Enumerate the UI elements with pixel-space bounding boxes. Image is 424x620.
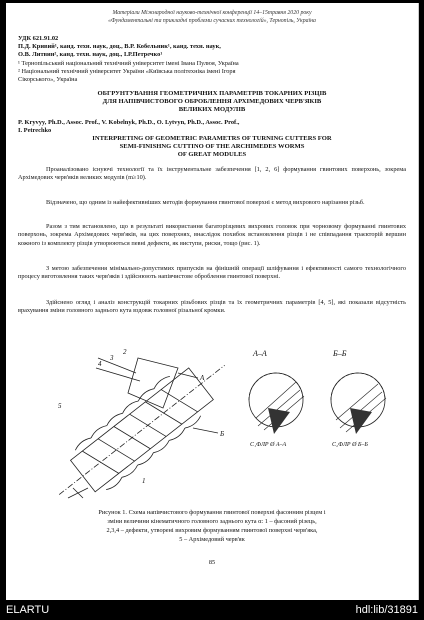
paragraph-4: З метою забезпечення мінімально-допустимих припусків на фінішній операції шліфування і ефективності самого технологічного процесу виготовлення таких черв'яків і здійснюють напівчистове оброблення гвинтової поверхні.	[18, 265, 406, 281]
authors-en-line-2: I. Petrechko	[18, 127, 52, 134]
affiliation-1: ¹ Тернопільський національний технічний університет імені Івана Пулюя, Україна	[18, 60, 239, 67]
callout-3: 3	[110, 354, 114, 362]
section-b-b	[331, 349, 386, 448]
section-mark-b: Б	[220, 430, 225, 438]
footer-repository-name[interactable]: ELARTU	[6, 604, 50, 616]
paragraph-3: Разом з тим встановлено, що в результаті використання багаторізцевих вихрових головок при чорновому формуванні гвинтових поверхонь, зокрема Архімедових черв'яків, на цих поверхнях, внаслідок похибок встановлення різців і не співпадання траєкторій вершин кожного із комплекту різців утворюються певні дефекти, як виступи, риски, тощо (рис. 1).	[18, 223, 406, 247]
affiliation-2-cont: Сікорського», Україна	[18, 76, 78, 83]
authors-ua-line-1: П.Д. Кривий¹, канд. техн. наук, доц., В.Р. Кобельник¹, канд. техн. наук,	[18, 43, 221, 50]
title-ua-line-2: ДЛЯ НАПІВЧИСТОВОГО ОБРОБЛЕННЯ АРХІМЕДОВИХ ЧЕРВ'ЯКІВ	[102, 98, 322, 105]
figure-1-drawing	[28, 338, 398, 503]
callout-1: 1	[142, 477, 146, 485]
title-en-line-3: OF GREAT MODULES	[177, 151, 247, 158]
figure-caption-line-1: Рисунок 1. Схема напівчистового формування гвинтової поверхні фасонним різцем і	[98, 509, 326, 516]
title-en-line-2: SEMI-FINISHNG CUTTINO OF THE ARCHIMEDES WORMS	[119, 143, 305, 150]
paragraph-5: Здійснено огляд і аналіз конструкцій токарних різьбових різців та їх геометричних параметрів [4, 5], які показали відсутність врахування зміни головного заднього кута вздовж головної різальної кромки.	[18, 299, 406, 315]
paper-page	[6, 3, 419, 600]
authors-ua-line-2: О.В. Литвин², канд. техн. наук, доц., І.Р.Петречко¹	[18, 51, 163, 58]
callout-2: 2	[123, 348, 127, 356]
section-mark-a: A	[200, 374, 205, 382]
form-cutter	[128, 358, 178, 408]
conference-header-line-2: «Фундаментальні та прикладні проблеми сучасних технологій», Тернопіль, Україна	[108, 18, 316, 24]
title-ua-line-1: ОБГРУНТУВАННЯ ГЕОМЕТРИЧНИХ ПАРАМЕТРІВ ТОКАРНИХ РІЗЦІВ	[97, 90, 327, 97]
svg-text:Б–Б: Б–Б	[333, 349, 347, 358]
figure-caption-line-3: 2,3,4 – дефекти, утворені вихровим формуванням гвинтової поверхні черв'яка,	[106, 527, 318, 534]
page-number: 85	[208, 559, 216, 566]
repository-footer	[0, 600, 424, 620]
title-ua-line-3: ВЕЛИКИХ МОДУЛІВ	[178, 106, 246, 113]
figure-caption-line-4: 5 – Архімедовий черв'як	[179, 536, 245, 543]
callout-4: 4	[98, 360, 102, 368]
title-en-line-1: INTERPRETING OF GEOMETRIC PARAMETRS OF TURNING CUTTERS FOR	[92, 135, 332, 142]
udc-code: УДК 621.91.02	[18, 35, 59, 42]
paragraph-1: Проаналізовано існуючі технології та їх інструментальне забезпечення [1, 2, 6] формування гвинтових поверхонь, зокрема Архімедових черв'яків великих модулів (m≥10).	[18, 166, 406, 182]
svg-text:А–А: А–А	[253, 349, 267, 358]
svg-text:С₁ФЛР Ø А–А: С₁ФЛР Ø А–А	[250, 442, 287, 448]
footer-handle-link[interactable]: hdl:lib/31891	[355, 604, 418, 616]
section-a-a	[249, 349, 304, 448]
affiliation-2: ² Національний технічний університет України «Київська політехніка імені Ігоря	[18, 68, 236, 75]
svg-text:С₂ФЛР Ø Б–Б: С₂ФЛР Ø Б–Б	[332, 442, 368, 448]
conference-header-line-1: Матеріали Міжнародної науково-технічної конференції 14–15травня 2020 року	[112, 10, 312, 16]
authors-en-line-1: P. Kryvyy, Ph.D., Assoc. Prof., V. Kobelnyk, Ph.D., O. Lytvyn, Ph.D., Assoc. Prof.,	[18, 119, 240, 126]
paragraph-2: Відзначено, що одним із найефективніших методів формування гвинтової поверхні є метод вихрового нарізання різьб.	[46, 199, 365, 206]
figure-caption-line-2: зміни величини кінематичного головного заднього кута α: 1 – фасоний різець,	[107, 518, 317, 525]
callout-5: 5	[58, 402, 62, 410]
